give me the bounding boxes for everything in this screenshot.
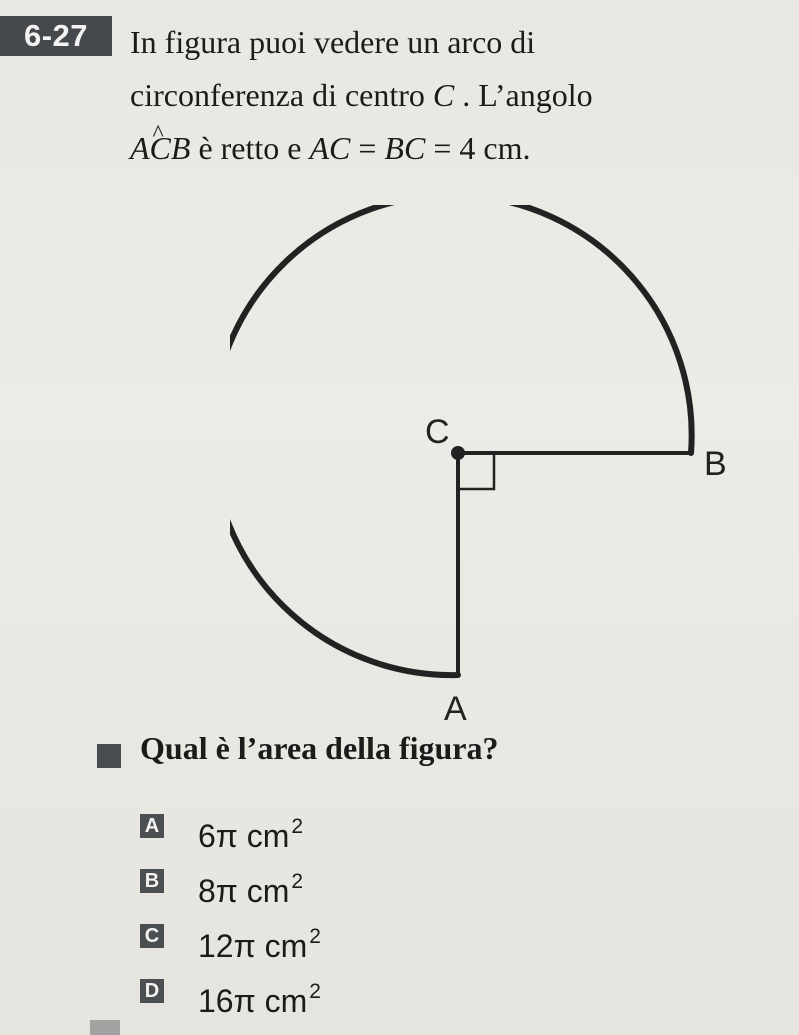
center-point-c [451, 446, 465, 460]
option-d-value: 16π cm [198, 983, 308, 1019]
option-b-letter: B [140, 869, 164, 893]
statement-line-2 [130, 69, 780, 122]
option-c-letter: C [140, 924, 164, 948]
equals-sign-1: = [350, 130, 385, 166]
option-a-text [198, 808, 303, 855]
statement-line-2-end: . L’angolo [454, 77, 593, 113]
center-variable: C [432, 77, 455, 113]
option-d-text [198, 973, 321, 1020]
option-a-value: 6π cm [198, 818, 290, 854]
question-marker-square [97, 744, 121, 768]
length-value: 4 [459, 130, 476, 166]
circular-arc [230, 205, 692, 675]
option-b-value: 8π cm [198, 873, 290, 909]
option-d-letter: D [140, 979, 164, 1003]
segment-bc: BC [384, 130, 426, 166]
statement-line-3-text: è retto e [190, 130, 310, 166]
statement-line-1: In figura puoi vedere un arco di [130, 24, 536, 60]
angle-vertex-c-hat: ^ C [150, 122, 171, 175]
label-c: C [425, 413, 450, 451]
angle-vertex-a: A [130, 130, 150, 166]
option-b-exponent: 2 [291, 870, 304, 893]
option-a-exponent: 2 [291, 815, 304, 838]
label-b: B [704, 445, 727, 483]
option-a-letter: A [140, 814, 164, 838]
option-c-exponent: 2 [309, 925, 321, 948]
angle-vertex-b: B [170, 130, 191, 166]
equals-sign-2: = [425, 130, 460, 166]
question-text: Qual è l’area della figura? [140, 730, 499, 766]
length-unit: cm. [475, 130, 531, 166]
option-c-value: 12π cm [198, 928, 308, 964]
right-angle-marker [458, 453, 494, 489]
statement-line-2-text: circonferenza di centro [130, 77, 433, 113]
arc-figure [230, 205, 740, 725]
option-b-text [198, 863, 303, 910]
label-a: A [444, 690, 467, 725]
segment-ac: AC [309, 130, 351, 166]
page-edge-mark [90, 1020, 120, 1035]
exercise-number-badge: 6-27 [0, 16, 112, 56]
option-c-text [198, 918, 321, 965]
problem-statement [130, 16, 780, 175]
statement-line-3 [130, 122, 780, 175]
option-d-exponent: 2 [309, 980, 321, 1003]
